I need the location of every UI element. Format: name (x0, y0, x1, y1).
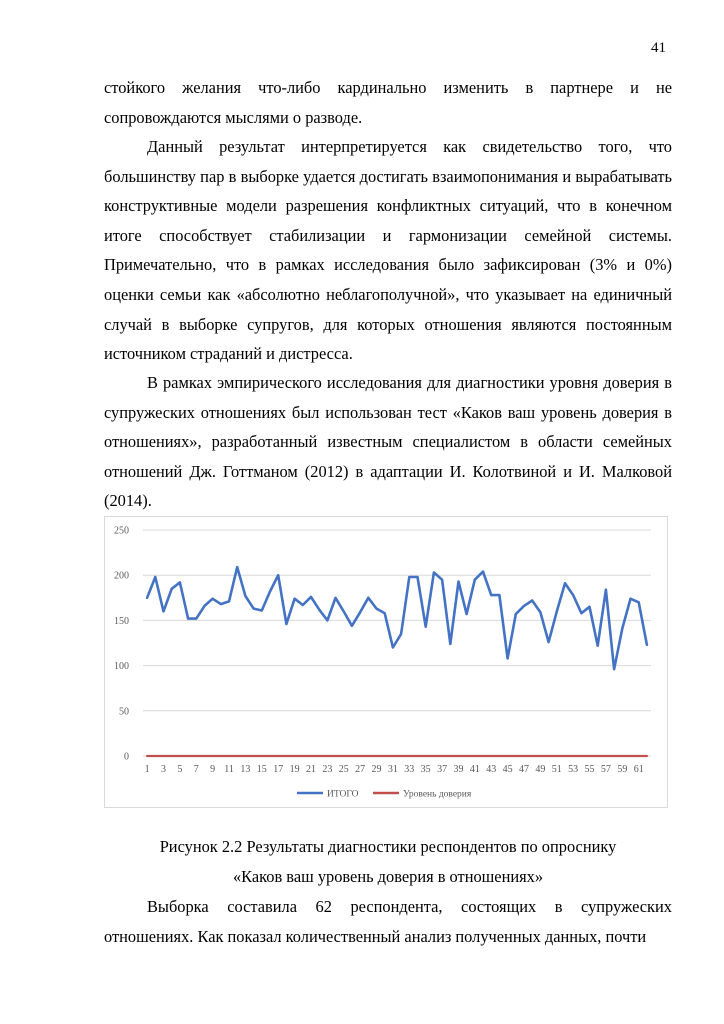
x-tick-label: 27 (355, 764, 366, 775)
x-tick-label: 59 (617, 764, 628, 775)
x-tick-label: 11 (224, 764, 234, 775)
legend-label: ИТОГО (327, 789, 359, 800)
figure-caption-line1: Рисунок 2.2 Результаты диагностики респондентов по опроснику (159, 837, 617, 856)
paragraph-text: Данный результат интерпретируется как свидетельство того, что большинству пар в выборке удается достигать взаимопонимания и вырабатывать конструктивные модели разрешения конфликтных ситуаций, что в конечном итоге способствует стабилизации и гармонизации семейной системы. Примечательно, что в рамках исследования было зафиксирован (3% и 0%) оценки семьи как «абсолютно неблагополучной», что указывает на единичный случай в выборке супругов, для которых отношения являются постоянным источником страданий и дистресса. (104, 137, 672, 364)
y-tick-label: 50 (119, 706, 129, 718)
y-tick-label: 100 (114, 661, 129, 673)
figure-caption-line2: «Каков ваш уровень доверия в отношениях» (232, 867, 544, 886)
x-tick-label: 25 (338, 764, 349, 775)
x-tick-label: 15 (256, 764, 267, 775)
x-tick-label: 39 (453, 764, 464, 775)
x-tick-label: 21 (305, 764, 316, 775)
x-tick-label: 49 (535, 764, 546, 775)
x-tick-label: 61 (633, 764, 644, 775)
paragraph-text: В рамках эмпирического исследования для диагностики уровня доверия в супружеских отношениях был использован тест «Каков ваш уровень доверия в отношениях», разработанный известным специалистом в области семейных отношений Дж. Готтманом (2012) в адаптации И. Колотвиной и И. Малковой (2014). (104, 373, 672, 511)
x-tick-label: 3 (160, 764, 166, 775)
series-line-itogo (147, 567, 647, 669)
x-tick-label: 55 (584, 764, 595, 775)
x-tick-label: 13 (240, 764, 251, 775)
page-number: 41 (651, 40, 666, 56)
y-tick-label: 150 (114, 615, 129, 627)
paragraph-continuation (104, 73, 672, 132)
x-tick-label: 31 (387, 764, 398, 775)
paragraph-sample (104, 892, 672, 951)
x-tick-label: 19 (289, 764, 300, 775)
x-tick-label: 35 (420, 764, 431, 775)
x-tick-label: 51 (551, 764, 562, 775)
x-tick-label: 33 (404, 764, 415, 775)
x-tick-label: 37 (437, 764, 448, 775)
trust-level-chart (104, 516, 668, 808)
x-tick-label: 7 (193, 764, 199, 775)
chart-canvas (105, 517, 669, 809)
x-tick-label: 45 (502, 764, 513, 775)
x-tick-label: 1 (144, 764, 150, 775)
x-tick-label: 53 (568, 764, 579, 775)
legend-label: Уровень доверия (403, 789, 472, 800)
x-tick-label: 23 (322, 764, 333, 775)
x-tick-label: 17 (273, 764, 284, 775)
x-tick-label: 47 (519, 764, 529, 775)
y-tick-label: 0 (124, 751, 129, 763)
paragraph-text: стойкого желания что-либо кардинально изменить в партнере и не сопровождаются мыслями о разводе. (104, 78, 672, 127)
x-tick-label: 5 (177, 764, 183, 775)
y-tick-label: 200 (114, 570, 129, 582)
paragraph-method (104, 368, 672, 516)
paragraph-interpretation (104, 132, 672, 369)
x-tick-label: 9 (210, 764, 216, 775)
paragraph-text: Выборка составила 62 респондента, состоящих в супружеских отношениях. Как показал количественный анализ полученных данных, почти (104, 897, 672, 946)
x-tick-label: 57 (600, 764, 611, 775)
y-tick-label: 250 (114, 525, 129, 537)
x-tick-label: 43 (486, 764, 497, 775)
x-tick-label: 41 (469, 764, 480, 775)
x-tick-label: 29 (371, 764, 382, 775)
